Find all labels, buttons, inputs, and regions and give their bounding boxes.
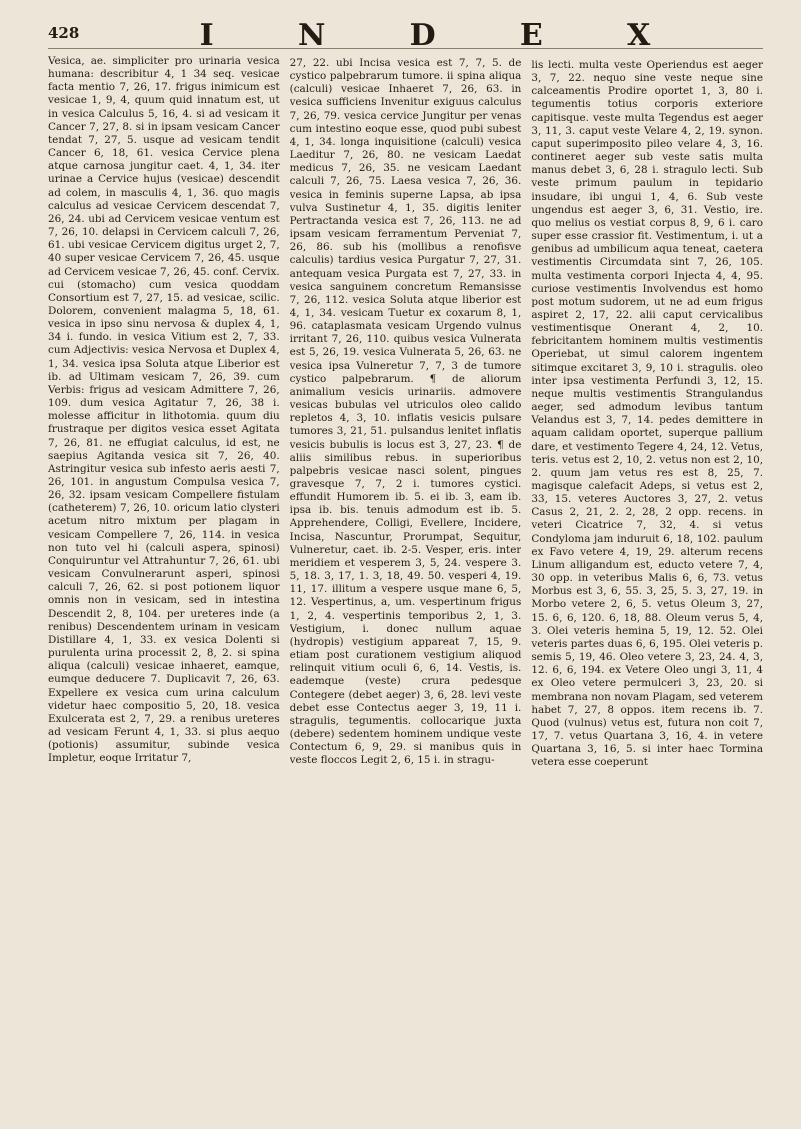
index-columns xyxy=(48,55,763,1105)
running-head-letter: X xyxy=(627,18,652,53)
page-header xyxy=(48,18,763,53)
index-column-text: 27, 22. ubi Incisa vesica est 7, 7, 5. de cystico palpebrarum tumore. ii spina aliqua (calculi) vesicae Inhaeret 7, 26, 63. in vesica sufficiens Invenitur exiguus calculus 7, 26, 79. vesica cervice Jungitur per venas cum intestino eoque esse, quod pubi subest 4, 1, 34. longa inquisitione (calculi) vesica Laeditur 7, 26, 80. ne vesicam Laedat medicus 7, 26, 35. ne vesicam Laedant calculi 7, 26, 75. Laesa vesica 7, 26, 36. vesica in feminis superne Lapsa, ab ipsa vulva Sustinetur 4, 1, 35. digitis leniter Pertractanda vesica est 7, 26, 113. ne ad ipsam vesicam ferramentum Perveniat 7, 26, 86. sub his (mollibus a renofisve calculis) tardius vesica Purgatur 7, 27, 31. antequam vesica Purgata est 7, 27, 33. in vesica sanguinem concretum Remansisse 7, 26, 112. vesica Soluta atque liberior est 4, 1, 34. vesicam Tuetur ex coxarum 8, 1, 96. cataplasmata vesicam Urgendo vulnus irritant 7, 26, 110. quibus vesica Vulnerata est 5, 26, 19. vesica Vulnerata 5, 26, 63. ne vesica ipsa Vulneretur 7, 7, 3 de tumore cystico palpebrarum. ¶ de aliorum animalium vesicis urinariis. admovere vesicas bubulas vel utriculos oleo calido repletos 4, 3, 10. inflatis vesicis pulsare tumores 3, 21, 51. pulsandus lenitet inflatis vesicis bubulis is locus est 3, 27, 23. ¶ de aliis similibus rebus. in superioribus palpebris vesicae nasci solent, pingues gravesque 7, 7, 2 i. tumores cystici. effundit Humorem ib. 5. ei ib. 3, eam ib. ipsa ib. bis. tenuis admodum est ib. 5. Apprehendere, Colligi, Evellere, Incidere, Incisa, Nascuntur, Prorumpat, Sequitur, Vulneretur, caet. ib. 2-5. Vesper, eris. inter meridiem et vesperem 3, 5, 24. vespere 3. 5, 18. 3, 17, 1. 3, 18, 49. 50. vesperi 4, 19. 11, 17. illitum a vespere usque mane 6, 5, 12. Vespertinus, a, um. vespertinum frigus 1, 2, 4. vespertinis temporibus 2, 1, 3. Vestigium, i. donec nullum aquae (hydropis) vestigium appareat 7, 15, 9. etiam post curationem vestigium aliquod relinquit vitium oculi 6, 6, 14. Vestis, is. eademque (veste) crura pedesque Contegere (debet aeger) 3, 6, 28. levi veste debet esse Contectus aeger 3, 19, 11 i. stragulis, tegumentis. collocarique juxta (debere) sedentem hominem undique veste Contectum 6, 9, 29. si manibus quis in veste floccos Legit 2, 6, 15 i. in stragu- xyxy=(289,57,522,767)
running-head-letter: E xyxy=(519,18,544,53)
page-number: 428 xyxy=(48,24,80,42)
running-head xyxy=(48,18,763,53)
index-column-right xyxy=(531,55,763,1105)
running-head-letter: D xyxy=(409,18,437,53)
index-column-text: lis lecti. multa veste Operiendus est aeger 3, 7, 22. nequo sine veste neque sine calceamentis Prodire oportet 1, 3, 80 i. tegumentis totius corporis exteriore capitisque. veste multa Tegendus est aeger 3, 11, 3. caput veste Velare 4, 2, 19. synon. caput superimposito pileo velare 4, 3, 16. contineret aeger sub veste satis multa manus debet 3, 6, 28 i. stragulo lecti. Sub veste primum paulum in tepidario insudare, ibi ungui 1, 4, 6. Sub veste ungendus est aeger 3, 6, 31. Vestio, ire. quo melius os vestiat corpus 8, 9, 6 i. caro super esse crassior fit. Vestimentum, i. ut a genibus ad umbilicum aqua teneat, caetera vestimentis Circumdata sint 7, 26, 105. multa vestimenta corpori Injecta 4, 4, 95. curiose vestimentis Involvendus est homo post motum sudorem, ut ne ad eum frigus aspiret 2, 17, 22. alii caput cervicalibus vestimentisque Onerant 4, 2, 10. febricitantem hominem multis vestimentis Operiebat, ut simul calorem ingentem sitimque excitaret 3, 9, 10 i. stragulis. oleo inter ipsa vestimenta Perfundi 3, 12, 15. neque multis vestimentis Strangulandus aeger, sed admodum levibus tantum Velandus est 3, 7, 14. pedes demittere in aquam calidam oportet, superque pallium dare, et vestimento Tegere 4, 24, 12. Vetus, teris. vetus est 2, 10, 2. vetus non est 2, 10, 2. quum jam vetus res est 8, 25, 7. magisque calefacit Adeps, si vetus est 2, 33, 15. veteres Auctores 3, 27, 2. vetus Casus 2, 21, 2. 2, 28, 2 opp. recens. in veteri Cicatrice 7, 32, 4. si vetus Condyloma jam induruit 6, 18, 102. paulum ex Favo vetere 4, 19, 29. alterum recens Linum alligandum est, educto vetere 7, 4, 30 opp. in veteribus Malis 6, 6, 73. vetus Morbus est 3, 6, 55. 3, 25, 5. 3, 27, 19. in Morbo vetere 2, 6, 5. vetus Oleum 3, 27, 15. 6, 6, 120. 6, 18, 88. Oleum verus 5, 4, 3. Olei veteris hemina 5, 19, 12. 52. Olei veteris partes duas 6, 6, 195. Olei veteris p. semis 5, 19, 46. Oleo vetere 3, 23, 24. 4, 3, 12. 6, 6, 194. ex Vetere Oleo ungi 3, 11, 4 ex Oleo vetere permulceri 3, 23, 20. si membrana non novam Plagam, sed veterem habet 7, 27, 8 oppos. item recens ib. 7. Quod (vulnus) vetus est, futura non coit 7, 17, 7. vetus Quartana 3, 16, 4. in vetere Quartana 3, 16, 5. si inter haec Tormina vetera esse coeperunt xyxy=(531,59,763,769)
index-column-left xyxy=(48,55,280,1105)
index-column-text: Vesica, ae. simpliciter pro urinaria vesica humana: describitur 4, 1 34 seq. vesicae facta mentio 7, 26, 17. frigus inimicum est vesicae 1, 9, 4, quum quid innatum est, ut in vesica Calculus 5, 16, 4. si ad vesicam it Cancer 7, 27, 8. si in ipsam vesicam Cancer tendat 7, 27, 5. usque ad vesicam tendit Cancer 6, 18, 61. vesica Cervice plena atque carnosa jungitur caet. 4, 1, 34. iter urinae a Cervice hujus (vesicae) descendit ad colem, in masculis 4, 1, 36. quo magis calculus ad vesicae Cervicem descendat 7, 26, 24. ubi ad Cervicem vesicae ventum est 7, 26, 10. delapsi in Cervicem calculi 7, 26, 61. ubi vesicae Cervicem digitus urget 2, 7, 40 super vesicae Cervicem 7, 26, 45. usque ad Cervicem vesicae 7, 26, 45. conf. Cervix. cui (stomacho) cum vesica quoddam Consortium est 7, 27, 15. ad vesicae, scilic. Dolorem, convenient malagma 5, 18, 61. vesica in ipso sinu nervosa & duplex 4, 1, 34 i. fundo. in vesica Vitium est 2, 7, 33. cum Adjectivis: vesica Nervosa et Duplex 4, 1, 34. vesica ipsa Soluta atque Liberior est ib. ad Ultimam vesicam 7, 26, 39. cum Verbis: frigus ad vesicam Admittere 7, 26, 109. dum vesica Agitatur 7, 26, 38 i. molesse afficitur in lithotomia. quum diu frustraque per digitos vesica esset Agitata 7, 26, 81. ne effugiat calculus, id est, ne saepius Agitanda vesica sit 7, 26, 40. Astringitur vesica sub infesto aeris aesti 7, 26, 101. in angustum Compulsa vesica 7, 26, 32. ipsam vesicam Compellere fistulam (catheterem) 7, 26, 10. oricum latio clysteri acetum nitro mixtum per plagam in vesicam Compellere 7, 26, 114. in vesica non tuto vel hi (calculi aspera, spinosi) Conquiruntur vel Attrahuntur 7, 26, 61. ubi vesicam Convulnerarunt asperi, spinosi calculi 7, 26, 62. si post potionem liquor omnis non in vesicam, sed in intestina Descendit 2, 8, 104. per ureteres inde (a renibus) Descendentem urinam in vesicam Distillare 4, 1, 33. ex vesica Dolenti si purulenta urina processit 2, 8, 2. si spina aliqua (calculi) vesicae inhaeret, eamque, eumque deducere 7. Duplicavit 7, 26, 63. Expellere ex vesica cum urina calculum videtur haec compositio 5, 20, 18. vesica Exulcerata est 2, 7, 29. a renibus ureteres ad vesicam Ferunt 4, 1, 33. si plus aequo (potionis) assumitur, subinde vesica Impletur, eoque Irritatur 7, xyxy=(48,55,280,765)
index-column-middle xyxy=(290,55,522,1105)
running-head-letter: N xyxy=(297,18,327,53)
running-head-letter: I xyxy=(199,18,215,53)
